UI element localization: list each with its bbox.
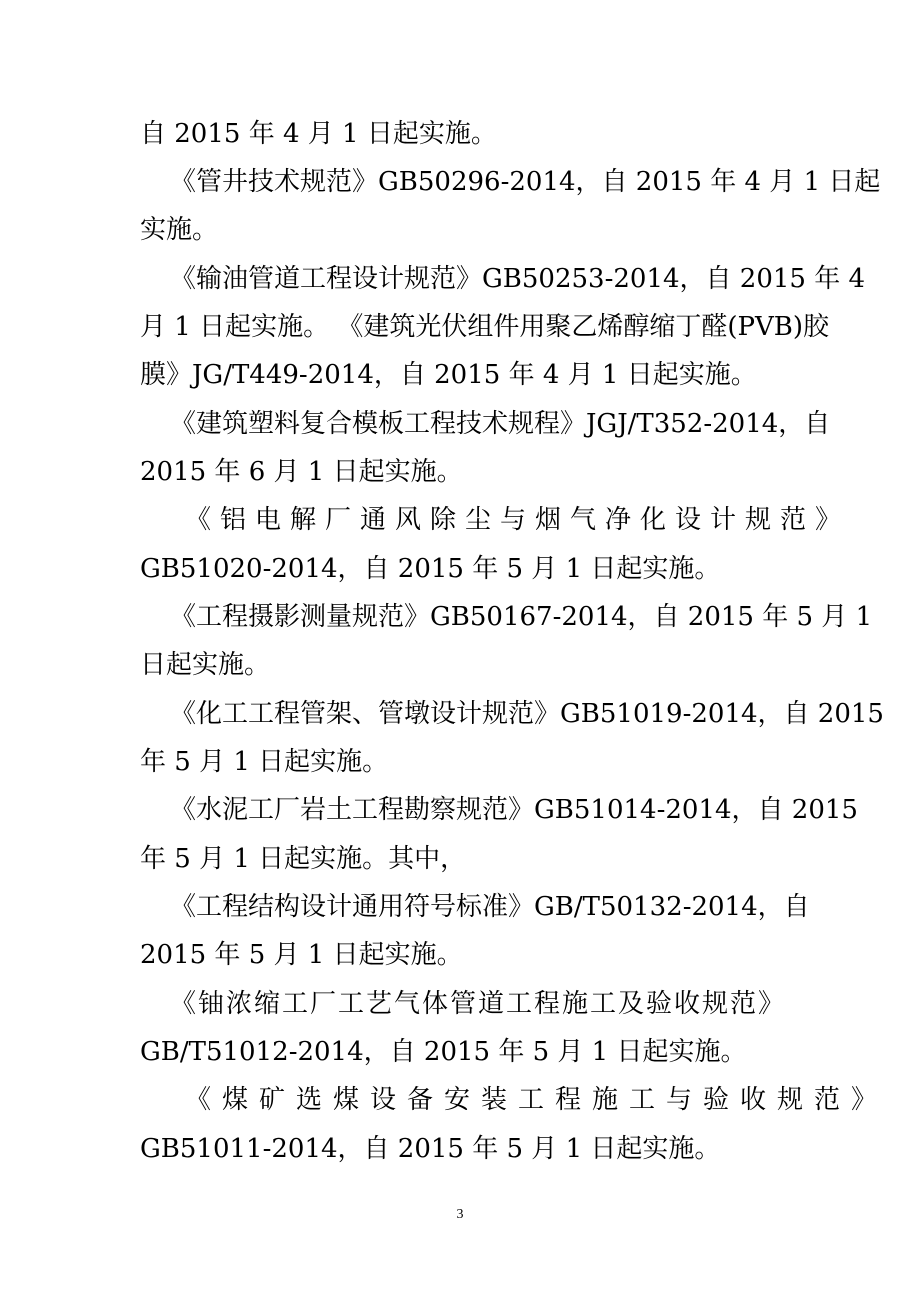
text-line-22: GB51011-2014，自 2015 年 5 月 1 日起实施。 bbox=[140, 1134, 721, 1164]
text-line-10: GB51020-2014，自 2015 年 5 月 1 日起实施。 bbox=[140, 554, 721, 584]
text-line-20: GB/T51012-2014，自 2015 年 5 月 1 日起实施。 bbox=[140, 1037, 747, 1067]
text-line-13: 《化工工程管架、管墩设计规范》GB51019-2014，自 2015 bbox=[170, 699, 884, 729]
text-line-1: 自 2015 年 4 月 1 日起实施。 bbox=[140, 119, 497, 149]
text-line-21: 《煤矿选煤设备安装工程施工与验收规范》 bbox=[185, 1085, 889, 1115]
text-line-5: 月 1 日起实施。 《建筑光伏组件用聚乙烯醇缩丁醛(PVB)胶 bbox=[140, 312, 830, 342]
text-line-11: 《工程摄影测量规范》GB50167-2014，自 2015 年 5 月 1 bbox=[170, 602, 873, 632]
text-line-15: 《水泥工厂岩土工程勘察规范》GB51014-2014，自 2015 bbox=[170, 795, 858, 825]
text-line-8: 2015 年 6 月 1 日起实施。 bbox=[140, 457, 463, 487]
text-line-9: 《铝电解厂通风除尘与烟气净化设计规范》 bbox=[185, 505, 851, 535]
text-line-7: 《建筑塑料复合模板工程技术规程》JGJ/T352-2014，自 bbox=[170, 409, 831, 439]
text-line-19: 《铀浓缩工厂工艺气体管道工程施工及验收规范》 bbox=[170, 989, 787, 1019]
text-line-6: 膜》JG/T449-2014，自 2015 年 4 月 1 日起实施。 bbox=[140, 360, 757, 390]
text-line-18: 2015 年 5 月 1 日起实施。 bbox=[140, 940, 463, 970]
text-line-12: 日起实施。 bbox=[140, 650, 271, 680]
text-line-4: 《输油管道工程设计规范》GB50253-2014，自 2015 年 4 bbox=[170, 264, 866, 294]
page-number: 3 bbox=[456, 1207, 464, 1222]
text-line-3: 实施。 bbox=[140, 215, 219, 245]
text-line-14: 年 5 月 1 日起实施。 bbox=[140, 747, 389, 777]
text-line-16: 年 5 月 1 日起实施。其中， bbox=[140, 844, 467, 874]
text-line-17: 《工程结构设计通用符号标准》GB/T50132-2014，自 bbox=[170, 892, 810, 922]
text-line-2: 《管井技术规范》GB50296-2014，自 2015 年 4 月 1 日起 bbox=[170, 167, 881, 197]
